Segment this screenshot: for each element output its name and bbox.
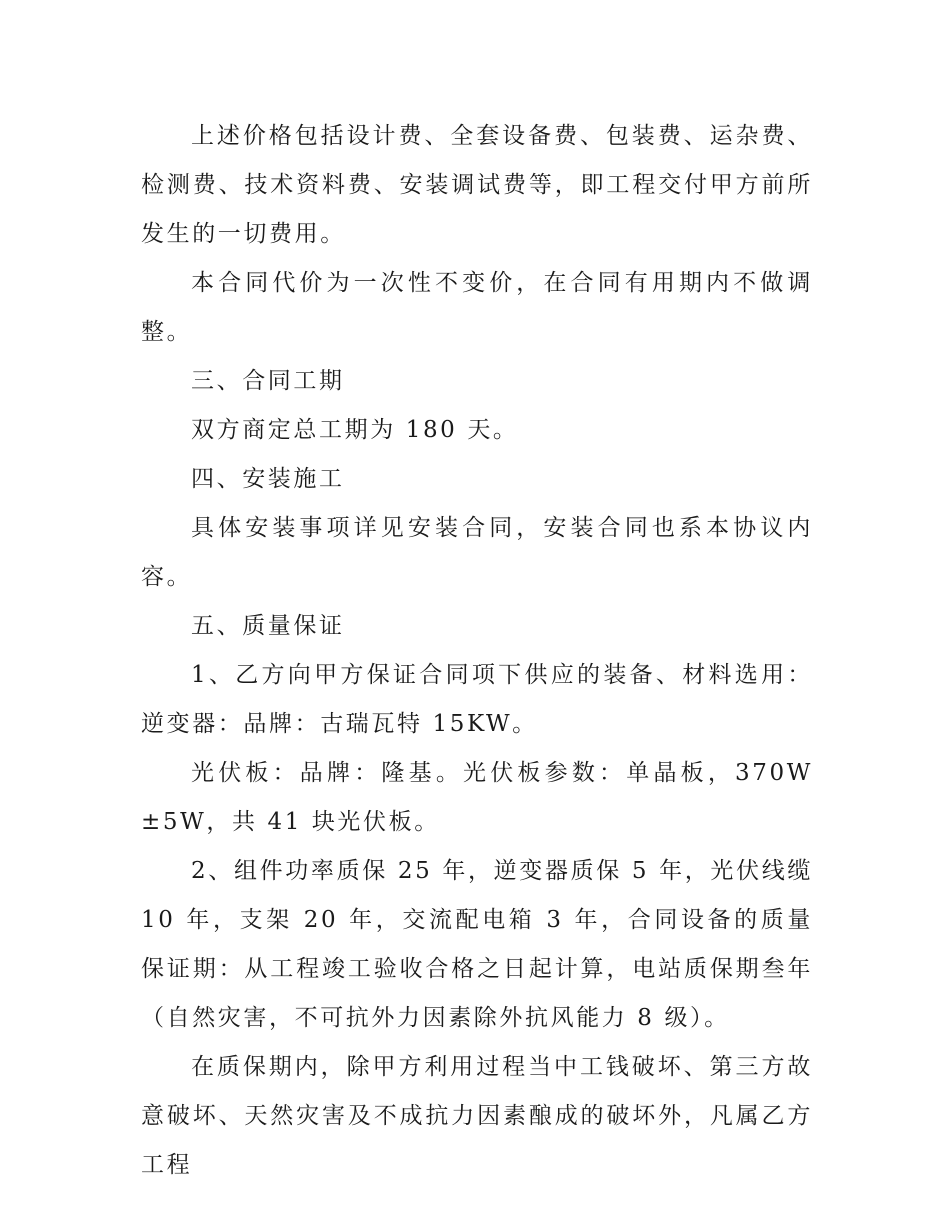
paragraph-pv-panels: 光伏板：品牌：隆基。光伏板参数：单晶板，370W±5W，共 41 块光伏板。 <box>141 760 813 835</box>
section-heading-quality-assurance: 五、质量保证 <box>191 613 345 639</box>
paragraph-installation-details: 具体安装事项详见安装合同，安装合同也系本协议内容。 <box>141 515 813 590</box>
paragraph-warranty-terms: 2、组件功率质保 25 年，逆变器质保 5 年，光伏线缆 10 年，支架 20 年，交流配电箱 3 年，合同设备的质量保证期：从工程竣工验收合格之日起计算，电站质保期叁年（自然灾害，不可抗外力因素除外抗风能力 8 级）。 <box>141 858 813 1031</box>
document-page <box>141 112 813 1190</box>
paragraph-price-scope: 上述价格包括设计费、全套设备费、包装费、运杂费、检测费、技术资料费、安装调试费等，即工程交付甲方前所发生的一切费用。 <box>141 123 813 247</box>
paragraph-warranty-exclusions: 在质保期内，除甲方利用过程当中工钱破坏、第三方故意破坏、天然灾害及不成抗力因素酿成的破坏外，凡属乙方工程 <box>141 1054 813 1178</box>
paragraph-equipment-inverter: 1、乙方向甲方保证合同项下供应的装备、材料选用：逆变器：品牌：古瑞瓦特 15KW。 <box>141 662 813 737</box>
section-heading-contract-period: 三、合同工期 <box>191 368 345 394</box>
paragraph-fixed-price: 本合同代价为一次性不变价，在合同有用期内不做调整。 <box>141 270 813 345</box>
paragraph-total-period: 双方商定总工期为 180 天。 <box>191 417 519 443</box>
section-heading-installation: 四、安装施工 <box>191 466 345 492</box>
